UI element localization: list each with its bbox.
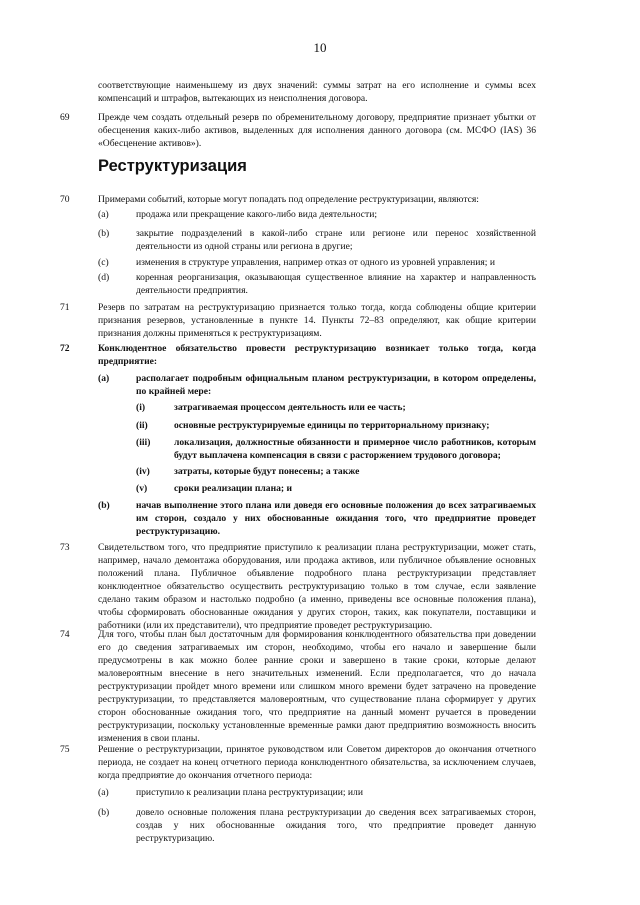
paragraph-number-72: 72 [60,343,70,354]
paragraph-72: Конклюдентное обязательство провести реструктуризацию возникает только тогда, когда предприятие: [98,343,536,367]
list-label: (a) [98,787,109,798]
sublist-label: (i) [136,402,146,413]
list-item: закрытие подразделений в какой-либо стране или регионе или перенос хозяйственной деятельности из одной страны или региона в другие; [136,228,536,252]
list-item: начав выполнение этого плана или доведя его основные положения до всех затрагиваемых им сторон, создало у них обоснованные ожидания того, что предприятие проведет реструктуризацию. [136,500,536,537]
paragraph-number-73: 73 [60,542,70,553]
list-item: приступило к реализации плана реструктуризации; или [136,787,363,798]
list-label: (d) [98,272,110,283]
list-label: (a) [98,209,109,220]
paragraph-number-71: 71 [60,302,70,313]
list-item: продажа или прекращение какого-либо вида деятельности; [136,209,378,220]
list-item: коренная реорганизация, оказывающая существенное влияние на характер и направленность деятельности предприятия. [136,272,536,296]
paragraph-74: Для того, чтобы план был достаточным для формирования конклюдентного обязательства при доведении его до сведения затрагиваемых им сторон, необходимо, чтобы его начало и завершение были предусмотрены в как можно более ранние сроки и завершено в такие сроки, которые делают маловероятным внесение в него значительных изменений. Если предполагается, что до начала реструктуризации пройдет много времени или слишком много времени будет затрачено на проведение реструктуризации, то представляется маловероятным, что существование плана сформирует у других сторон обоснованные ожидания того, что предприятие на данный момент ручается в проведении реструктуризации, поскольку установленные временные рамки дают предприятию возможность вносить изменения в свои планы. [98,629,536,744]
sublist-label: (iv) [136,466,150,477]
paragraph-75: Решение о реструктуризации, принятое руководством или Советом директоров до окончания отчетного периода, не создает на конец отчетного периода конклюдентного обязательства, за исключением случаев, когда предприятие до окончания отчетного периода: [98,744,536,781]
paragraph-71: Резерв по затратам на реструктуризацию признается только тогда, когда соблюдены общие критерии признания резервов, установленные в пункте 14. Пункты 72–83 определяют, как общие критерии признания должны применяться к реструктуризациям. [98,302,536,339]
paragraph-70: Примерами событий, которые могут попадать под определение реструктуризации, являются: [98,194,479,205]
sublist-item: основные реструктурируемые единицы по территориальному признаку; [174,420,490,431]
list-item: изменения в структуре управления, например отказ от одного из уровней управления; и [136,257,495,268]
sublist-item: сроки реализации плана; и [174,483,293,494]
sublist-label: (ii) [136,420,148,431]
paragraph-number-70: 70 [60,194,70,205]
list-label: (a) [98,373,110,384]
list-label: (b) [98,807,110,818]
paragraph-number-75: 75 [60,744,70,755]
sublist-label: (iii) [136,437,151,448]
sublist-item: затрагиваемая процессом деятельность или ее часть; [174,402,406,413]
sublist-item: локализация, должностные обязанности и примерное число работников, которым будут выплачена компенсация в связи с расторжением трудового договора; [174,437,536,461]
page-number: 10 [313,40,327,55]
paragraph-69: Прежде чем создать отдельный резерв по обременительному договору, предприятие признает убытки от обесценения каких-либо активов, выделенных для исполнения данного договора (см. МСФО (IAS) 36 «Обесценение активов»). [98,112,536,149]
paragraph-number-69: 69 [60,112,70,123]
list-label: (c) [98,257,109,268]
section-heading: Реструктуризация [98,157,247,175]
paragraph-73: Свидетельством того, что предприятие приступило к реализации плана реструктуризации, может стать, например, начало демонтажа оборудования, или продажа активов, или публичное объявление основных положений плана. Публичное объявление подробного плана реструктуризации представляет конклюдентное обязательство осуществить реструктуризацию только в том случае, если заявление сделано таким образом и настолько подробно (а именно, приведены все основные положения плана), чтобы сформировать обоснованные ожидания у других сторон, таких, как покупатели, поставщики и работники (или их представители), что предприятие проведет реструктуризацию. [98,542,536,631]
list-label: (b) [98,500,110,511]
list-item: довело основные положения плана реструктуризации до сведения всех затрагиваемых сторон, создав у них обоснованные ожидания того, что предприятие проведет данную реструктуризацию. [136,807,536,844]
sublist-item: затраты, которые будут понесены; а также [174,466,360,477]
continuation-paragraph: соответствующие наименьшему из двух значений: суммы затрат на его исполнение и суммы всех компенсаций и штрафов, вытекающих из неисполнения договора. [98,80,536,104]
list-label: (b) [98,228,110,239]
sublist-label: (v) [136,483,148,494]
list-item: располагает подробным официальным планом реструктуризации, в котором определены, по крайней мере: [136,373,536,397]
paragraph-number-74: 74 [60,629,70,640]
